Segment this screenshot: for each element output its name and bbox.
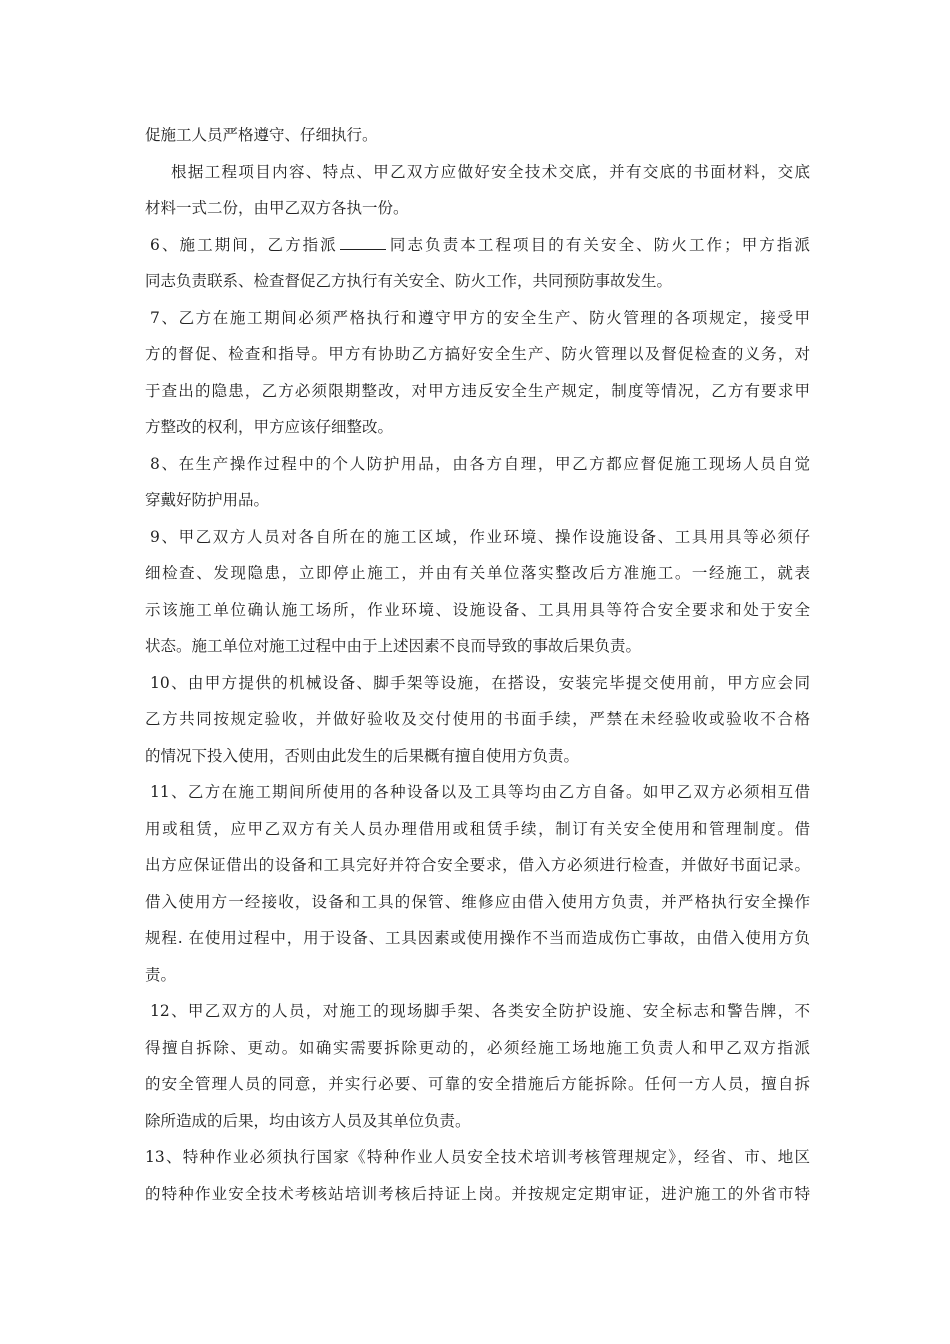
text-line: 状态。施工单位对施工过程中由于上述因素不良而导致的事故后果负责。 xyxy=(145,637,642,655)
text-line: 乙方共同按规定验收，并做好验收及交付使用的书面手续，严禁在未经验收或验收不合格 xyxy=(145,710,810,728)
text-line: 材料一式二份，由甲乙双方各执一份。 xyxy=(145,199,409,217)
text-line: 借入使用方一经接收，设备和工具的保管、维修应由借入使用方负责，并严格执行安全操作 xyxy=(145,892,810,911)
text-line: 细检查、发现隐患，立即停止施工，并由有关单位落实整改后方准施工。一经施工，就表 xyxy=(145,564,810,582)
text-line: 13、特种作业必须执行国家《特种作业人员安全技术培训考核管理规定》，经省、市、地区 xyxy=(145,1148,810,1166)
text-line: 9、甲乙双方人员对各自所在的施工区域，作业环境、操作设施设备、工具用具等必须仔 xyxy=(150,527,810,546)
text-line: 的特种作业安全技术考核站培训考核后持证上岗。并按规定定期审证，进沪施工的外省市特 xyxy=(145,1184,810,1203)
text-segment: 同志负责本工程项目的有关安全、防火工作；甲方指派 xyxy=(387,235,810,254)
text-line: 的情况下投入使用，否则由此发生的后果概有擅自使用方负责。 xyxy=(145,746,580,765)
text-line: 得擅自拆除、更动。如确实需要拆除更动的，必须经施工场地施工负责人和甲乙双方指派 xyxy=(145,1038,810,1057)
text-line: 12、甲乙双方的人员，对施工的现场脚手架、各类安全防护设施、安全标志和警告牌，不 xyxy=(150,1002,810,1020)
text-segment: 6、施工期间，乙方指派 xyxy=(150,235,338,254)
document-body xyxy=(145,117,810,1212)
text-line: 10、由甲方提供的机械设备、脚手架等设施，在搭设，安装完毕提交使用前，甲方应会同 xyxy=(150,673,810,692)
text-line: 于查出的隐患，乙方必须限期整改，对甲方违反安全生产规定，制度等情况，乙方有要求甲 xyxy=(145,381,810,400)
text-line: 根据工程项目内容、特点、甲乙双方应做好安全技术交底，并有交底的书面材料，交底 xyxy=(171,162,810,181)
text-line: 出方应保证借出的设备和工具完好并符合安全要求，借入方必须进行检查，并做好书面记录。 xyxy=(145,856,810,874)
text-line: 7、乙方在施工期间必须严格执行和遵守甲方的安全生产、防火管理的各项规定，接受甲 xyxy=(150,308,810,327)
text-line: 规程. 在使用过程中，用于设备、工具因素或使用操作不当而造成伤亡事故，由借入使用方负 xyxy=(145,929,810,947)
text-line: 用或租赁，应甲乙双方有关人员办理借用或租赁手续，制订有关安全使用和管理制度。借 xyxy=(145,819,810,838)
text-line: 穿戴好防护用品。 xyxy=(145,491,270,509)
text-line: 除所造成的后果，均由该方人员及其单位负责。 xyxy=(145,1111,471,1130)
text-line: 11、乙方在施工期间所使用的各种设备以及工具等均由乙方自备。如甲乙双方必须相互借 xyxy=(150,783,810,801)
text-line: 的安全管理人员的同意，并实行必要、可靠的安全措施后方能拆除。任何一方人员，擅自拆 xyxy=(145,1075,810,1093)
text-line: 方整改的权利，甲方应该仔细整改。 xyxy=(145,418,394,436)
text-line-with-blank xyxy=(145,227,810,264)
text-line: 示该施工单位确认施工场所，作业环境、设施设备、工具用具等符合安全要求和处于安全 xyxy=(145,600,810,619)
text-line: 8、在生产操作过程中的个人防护用品，由各方自理，甲乙方都应督促施工现场人员自觉 xyxy=(150,454,810,473)
text-line: 方的督促、检查和指导。甲方有协助乙方搞好安全生产、防火管理以及督促检查的义务，对 xyxy=(145,345,810,363)
text-line: 责。 xyxy=(145,965,177,984)
text-line: 促施工人员严格遵守、仔细执行。 xyxy=(145,126,378,144)
fill-in-blank[interactable] xyxy=(340,235,386,250)
text-line: 同志负责联系、检查督促乙方执行有关安全、防火工作，共同预防事故发生。 xyxy=(145,272,673,290)
